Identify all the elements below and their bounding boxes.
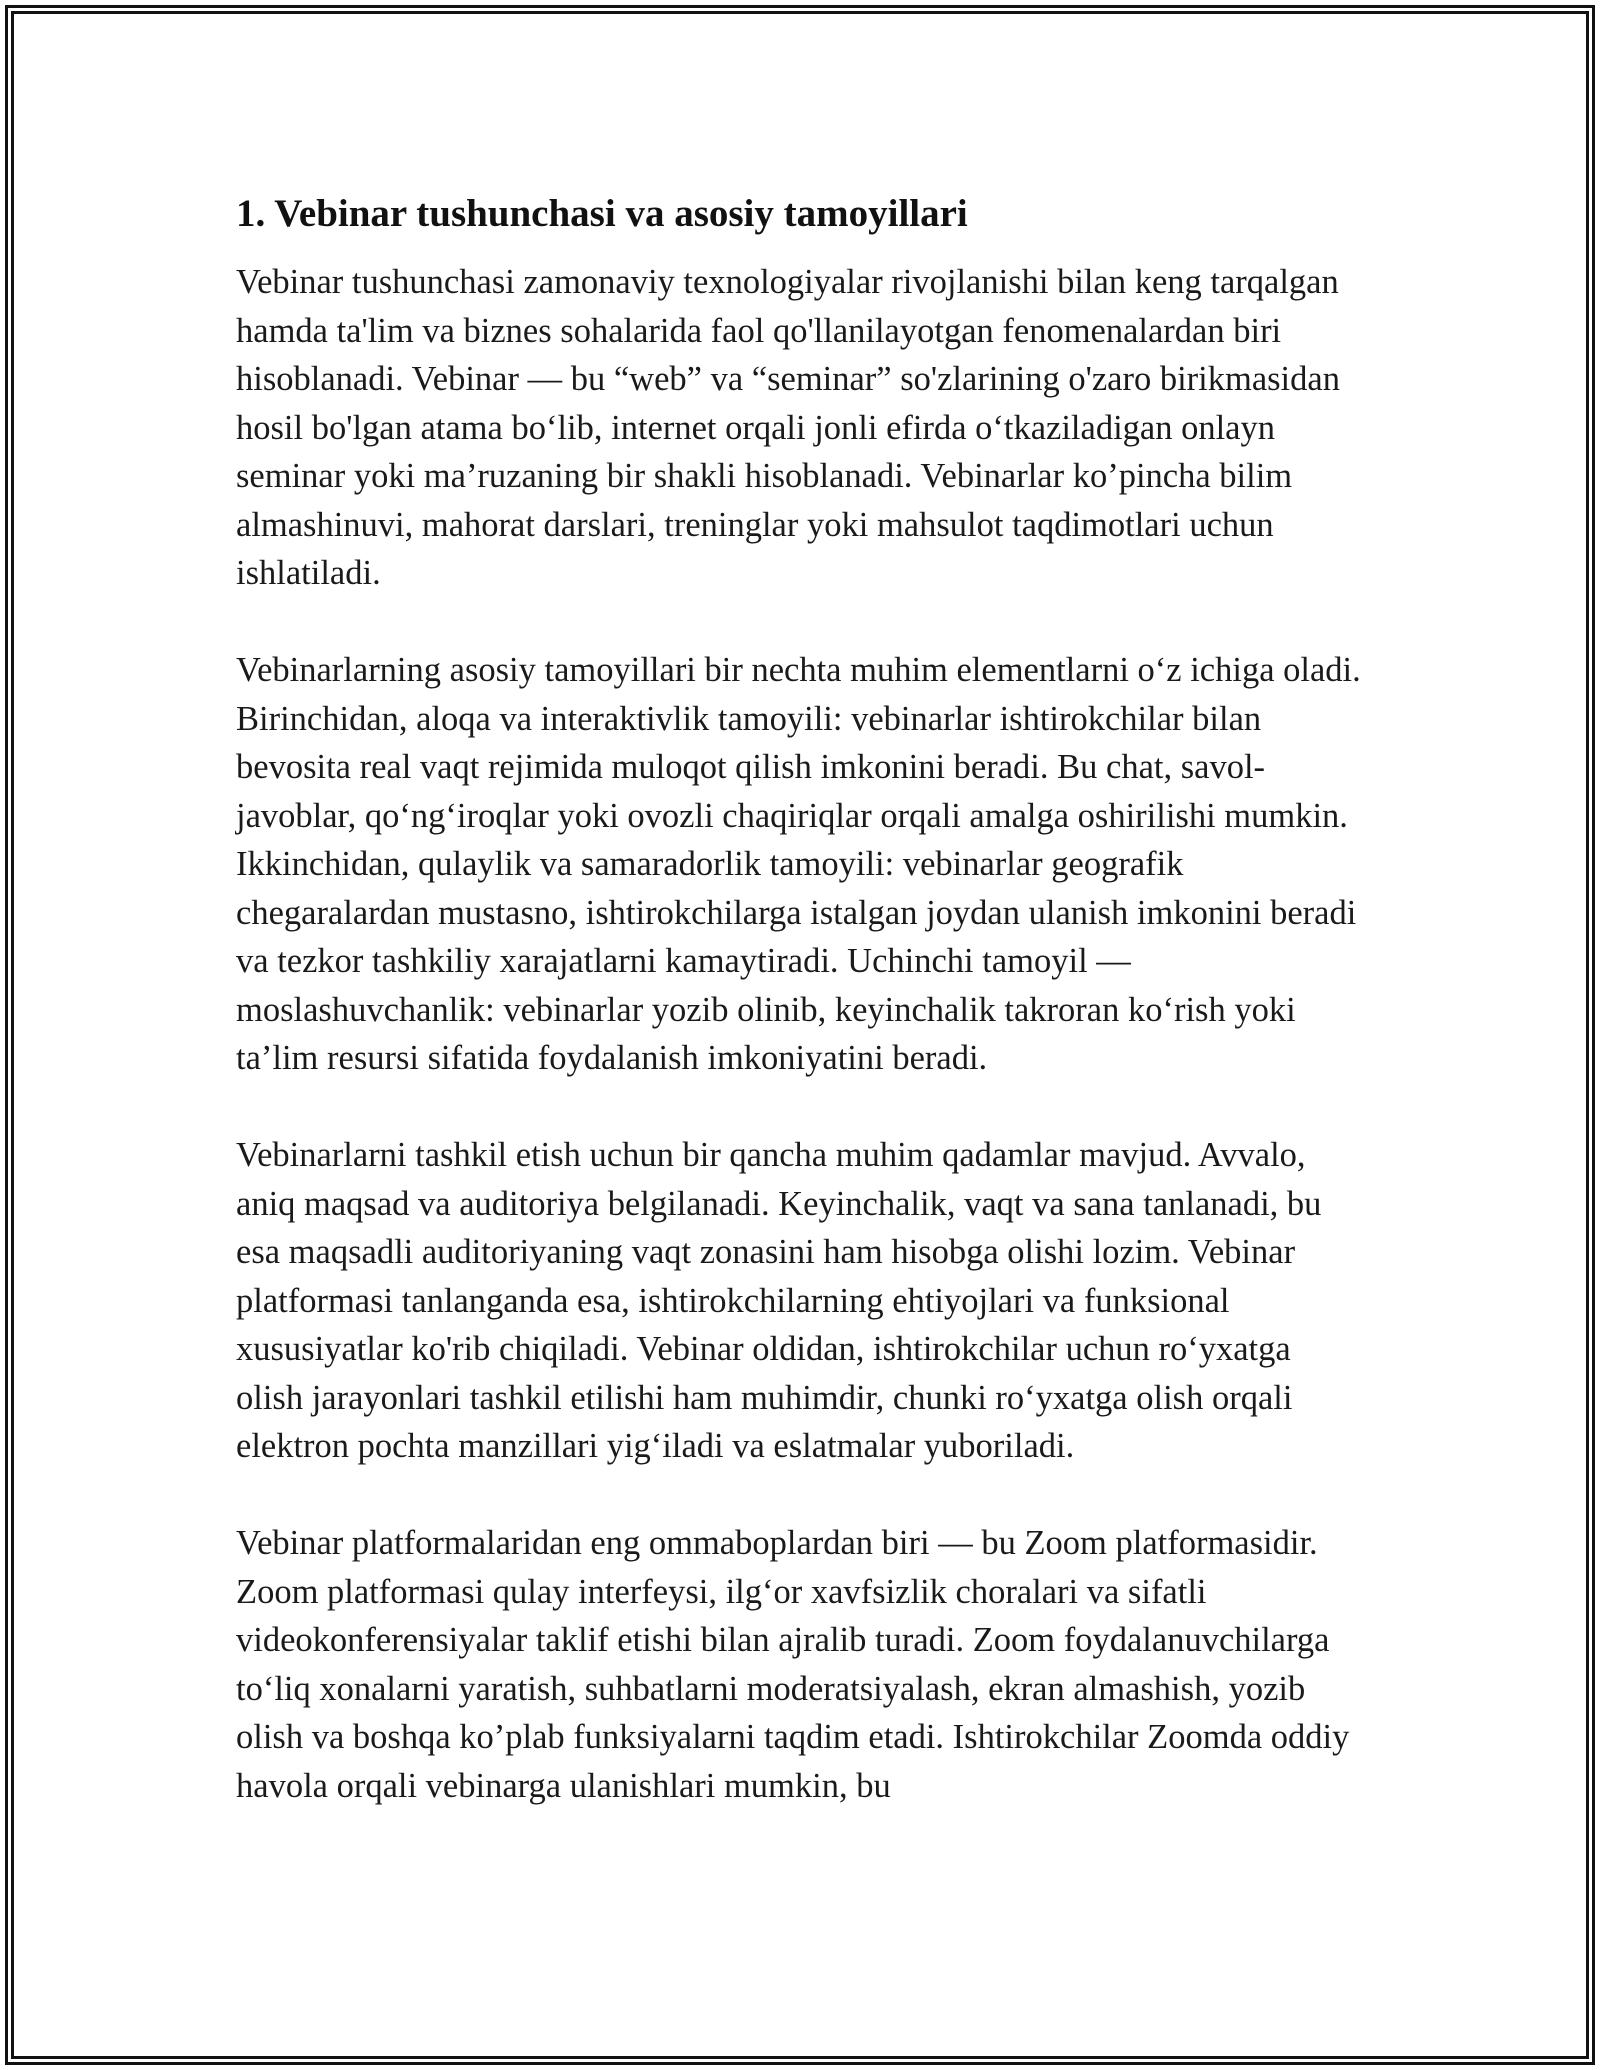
document-body	[236, 186, 1366, 1810]
paragraph-4: Vebinar platformalaridan eng ommaboplardan biri — bu Zoom platformasidir. Zoom platformasi qulay interfeysi, ilg‘or xavfsizlik choralari va sifatli videokonferensiyalar taklif etishi bilan ajralib turadi. Zoom foydalanuvchilarga to‘liq xonalarni yaratish, suhbatlarni moderatsiyalash, ekran almashish, yozib olish va boshqa ko’plab funksiyalarni taqdim etadi. Ishtirokchilar Zoomda oddiy havola orqali vebinarga ulanishlari mumkin, bu	[236, 1524, 1350, 1805]
section-heading: 1. Vebinar tushunchasi va asosiy tamoyillari	[236, 192, 968, 235]
paragraph-3: Vebinarlarni tashkil etish uchun bir qancha muhim qadamlar mavjud. Avvalo, aniq maqsad va auditoriya belgilanadi. Keyinchalik, vaqt va sana tanlanadi, bu esa maqsadli auditoriyaning vaqt zonasini ham hisobga olishi lozim. Vebinar platformasi tanlanganda esa, ishtirokchilarning ehtiyojlari va funksional xususiyatlar ko'rib chiqiladi. Vebinar oldidan, ishtirokchilar uchun ro‘yxatga olish jarayonlari tashkil etilishi ham muhimdir, chunki ro‘yxatga olish orqali elektron pochta manzillari yig‘iladi va eslatmalar yuboriladi.	[236, 1136, 1322, 1465]
paragraph-2: Vebinarlarning asosiy tamoyillari bir nechta muhim elementlarni o‘z ichiga oladi. Birinchidan, aloqa va interaktivlik tamoyili: vebinarlar ishtirokchilar bilan bevosita real vaqt rejimida muloqot qilish imkonini beradi. Bu chat, savol-javoblar, qo‘ng‘iroqlar yoki ovozli chaqiriqlar orqali amalga oshirilishi mumkin. Ikkinchidan, qulaylik va samaradorlik tamoyili: vebinarlar geografik chegaralardan mustasno, ishtirokchilarga istalgan joydan ulanish imkonini beradi va tezkor tashkiliy xarajatlarni kamaytiradi. Uchinchi tamoyil — moslashuvchanlik: vebinarlar yozib olinib, keyinchalik takroran ko‘rish yoki ta’lim resursi sifatida foydalanish imkoniyatini beradi.	[236, 651, 1361, 1077]
paragraph-1: Vebinar tushunchasi zamonaviy texnologiyalar rivojlanishi bilan keng tarqalgan hamda ta'lim va biznes sohalarida faol qo'llanilayotgan fenomenalardan biri hisoblanadi. Vebinar — bu “web” va “seminar” so'zlarining o'zaro birikmasidan hosil bo'lgan atama bo‘lib, internet orqali jonli efirda o‘tkaziladigan onlayn seminar yoki ma’ruzaning bir shakli hisoblanadi. Vebinarlar ko’pincha bilim almashinuvi, mahorat darslari, treninglar yoki mahsulot taqdimotlari uchun ishlatiladi.	[236, 263, 1340, 592]
